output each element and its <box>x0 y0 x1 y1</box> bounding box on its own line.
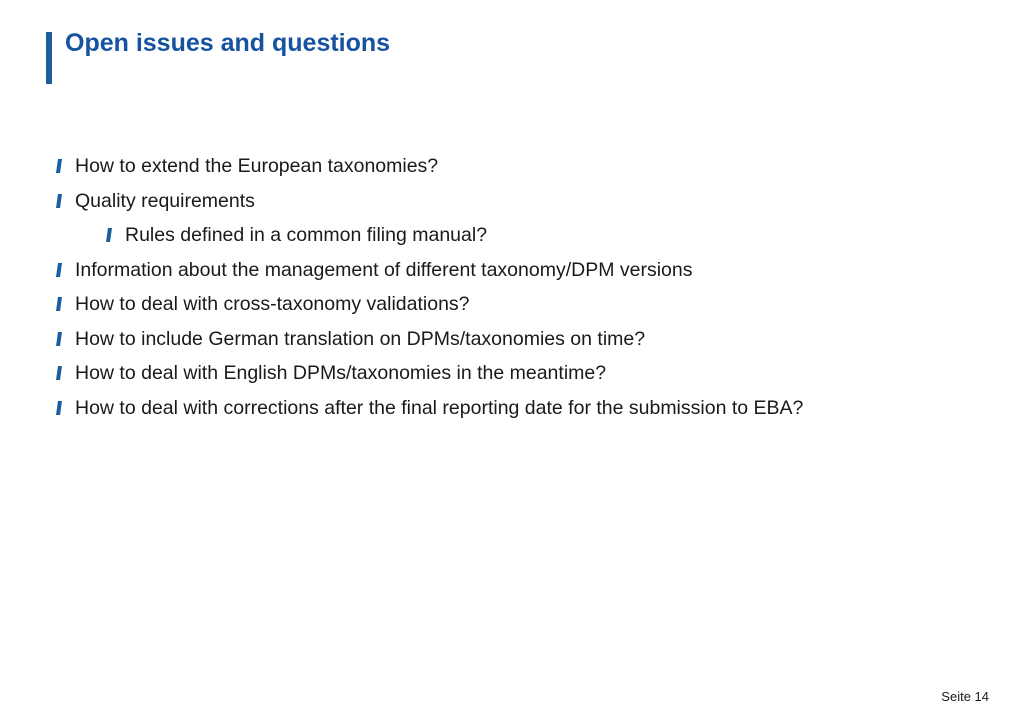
bullet-item <box>57 395 803 430</box>
bullet-text: How to deal with cross-taxonomy validations? <box>75 293 470 315</box>
bullet-list <box>57 153 803 429</box>
slide-title: Open issues and questions <box>65 29 391 57</box>
page-number: Seite 14 <box>941 689 989 704</box>
bullet-icon <box>56 366 62 380</box>
bullet-text: How to deal with English DPMs/taxonomies in the meantime? <box>75 362 607 384</box>
bullet-item <box>57 291 803 326</box>
bullet-item <box>57 257 803 292</box>
bullet-icon <box>56 401 62 415</box>
bullet-text: Rules defined in a common filing manual? <box>125 224 488 246</box>
bullet-item <box>57 326 803 361</box>
bullet-item <box>57 360 803 395</box>
bullet-text: Quality requirements <box>75 189 255 212</box>
title-accent-bar <box>46 32 52 84</box>
bullet-icon <box>56 332 62 346</box>
bullet-text: How to extend the European taxonomies? <box>75 155 439 177</box>
bullet-icon <box>56 194 62 208</box>
bullet-text: How to deal with corrections after the final reporting date for the submission to EBA? <box>75 396 804 419</box>
bullet-icon <box>56 263 62 277</box>
bullet-item <box>57 153 803 188</box>
bullet-text: Information about the management of different taxonomy/DPM versions <box>75 258 693 281</box>
sub-bullet-item <box>107 222 803 257</box>
bullet-icon <box>56 159 62 173</box>
bullet-icon <box>56 297 62 311</box>
bullet-text: How to include German translation on DPMs/taxonomies on time? <box>75 327 646 350</box>
bullet-item <box>57 188 803 223</box>
bullet-icon <box>106 228 112 242</box>
